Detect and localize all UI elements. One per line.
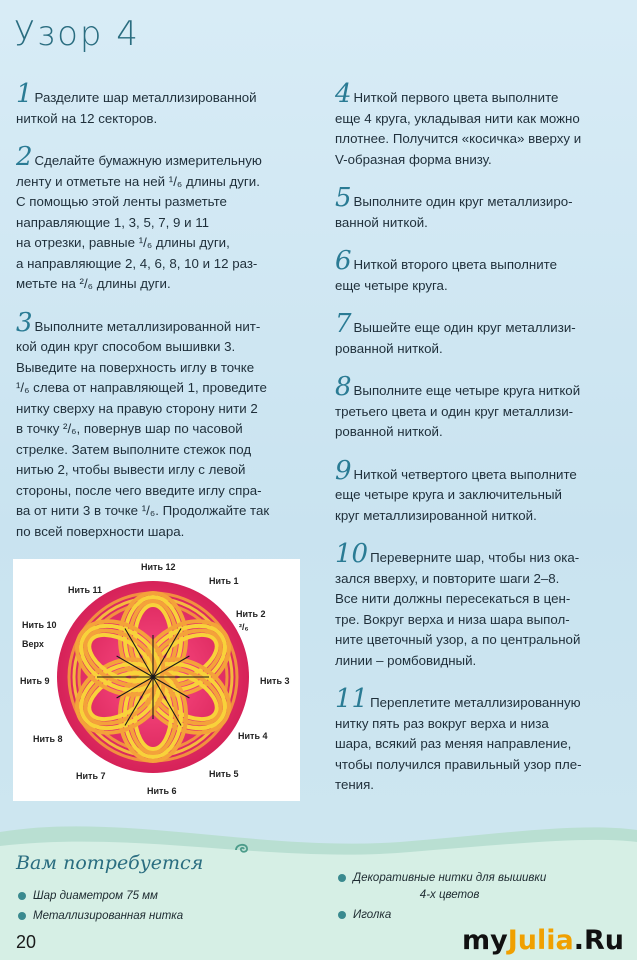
label-thread-9: Нить 9 (20, 676, 50, 686)
label-thread-1: Нить 1 (209, 576, 239, 586)
page-title: Узор 4 (14, 14, 140, 54)
site-logo (462, 925, 624, 956)
step-text: Сделайте бумажную измерительную ленту и отметьте на ней ¹/₆ длины дуги. С помощью этой ленты разметьте направляющие 1, 3, 5, 7, 9 и 11 на отрезки, равные ¹/₆ длины дуги, а направляющие 2, 4, 6, 8, 10 и 12 раз- метьте на ²/₆ длины дуги. (16, 153, 262, 291)
logo-part: .Ru (573, 925, 625, 956)
step-text: Ниткой первого цвета выполните еще 4 круга, укладывая нити как можно плотнее. Получится «косичка» вверху и V-образная форма внизу. (335, 90, 582, 167)
pattern-ball-illustration (13, 559, 300, 801)
steps-right-column (335, 79, 623, 818)
step-text: Переплетите металлизированную нитку пять раз вокруг верха и низа шара, всякий раз меняя направление, чтобы получился правильный узор пле- тения. (335, 695, 582, 792)
step-number: 3 (16, 307, 33, 338)
bullet-icon (18, 892, 26, 900)
label-thread-2: Нить 2 (236, 609, 266, 619)
step-text: Ниткой четвертого цвета выполните еще четыре круга и заключительный круг металлизированной ниткой. (335, 466, 577, 523)
label-thread-12: Нить 12 (141, 562, 176, 572)
step-10 (335, 539, 623, 671)
step-number: 10 (335, 539, 369, 569)
step-text: Разделите шар металлизированной ниткой на 12 секторов. (16, 90, 257, 126)
step-number: 1 (16, 79, 33, 109)
label-thread-10: Нить 10 (22, 620, 57, 630)
label-thread-11: Нить 11 (68, 585, 102, 595)
step-number: 5 (335, 183, 352, 213)
bullet-icon (338, 874, 346, 882)
steps-left-column (16, 79, 306, 564)
bullet-icon (18, 912, 26, 920)
label-thread-4: Нить 4 (238, 731, 268, 741)
step-11 (335, 684, 623, 796)
logo-part: my (462, 925, 508, 956)
step-text: Выполните металлизированной нит- кой один круг способом вышивки 3. Выведите на поверхность иглу в точке ¹/₆ слева от направляющей 1, проведите нитку сверху на правую сторону нити 2 в точку ²/₆, повернув шар по часовой стрелке. Затем выполните стежок под нитью 2, чтобы вывести иглу с левой стороны, после чего введите иглу спра- ва от нити 3 в точке ¹/₆. Продолжайте так по всей поверхности шара. (16, 318, 270, 539)
step-1 (16, 79, 306, 129)
list-item-text: Шар диаметром 75 мм (33, 890, 158, 902)
step-text: Выполните еще четыре круга ниткой третьего цвета и один круг металлизи- рованной ниткой. (335, 383, 581, 439)
needs-list-right (336, 870, 596, 927)
step-text: Переверните шар, чтобы низ ока- зался вверху, и повторите шаги 2–8. Все нити должны пересекаться в цен- тре. Вокруг верха и низа шара выпол- ните цветочный узор, а по центральной линии – ромбовидный. (335, 550, 581, 668)
step-9 (335, 455, 623, 527)
step-3 (16, 307, 306, 543)
step-number: 4 (335, 79, 352, 109)
step-8 (335, 372, 623, 443)
step-2 (16, 142, 306, 295)
list-item (16, 888, 276, 905)
step-6 (335, 246, 623, 296)
step-number: 7 (335, 309, 352, 339)
step-text: Вышейте еще один круг металлизи- рованной ниткой. (335, 320, 576, 356)
bullet-icon (338, 911, 346, 919)
list-item-text: Металлизированная нитка (33, 910, 184, 922)
label-thread-8: Нить 8 (33, 734, 63, 744)
step-text: Ниткой второго цвета выполните еще четыре круга. (335, 257, 557, 293)
list-item (336, 907, 596, 924)
label-fraction: ²/₆ (239, 622, 249, 632)
needs-list-left (16, 888, 276, 928)
step-5 (335, 183, 623, 233)
pattern-diagram (13, 559, 300, 801)
step-4 (335, 79, 623, 170)
list-item-text: Иголка (353, 909, 392, 921)
label-top: Верх (22, 639, 44, 649)
step-number: 11 (335, 684, 369, 714)
step-text: Выполните один круг металлизиро- ванной ниткой. (335, 194, 573, 230)
label-thread-5: Нить 5 (209, 769, 239, 779)
ball-center (151, 675, 155, 679)
list-item (336, 870, 596, 904)
step-number: 9 (335, 455, 352, 486)
label-thread-7: Нить 7 (76, 771, 106, 781)
step-7 (335, 309, 623, 359)
needs-title: Вам потребуется (16, 852, 204, 874)
list-item (16, 908, 276, 925)
page-number: 20 (16, 932, 37, 952)
swirl-ornament-icon (232, 840, 254, 856)
step-number: 6 (335, 246, 352, 276)
step-number: 2 (16, 142, 33, 172)
label-thread-3: Нить 3 (260, 676, 290, 686)
step-number: 8 (335, 372, 352, 402)
list-item-text: Декоративные нитки для вышивки 4-х цветов (353, 872, 547, 901)
logo-part: Julia (507, 925, 574, 956)
label-thread-6: Нить 6 (147, 786, 177, 796)
